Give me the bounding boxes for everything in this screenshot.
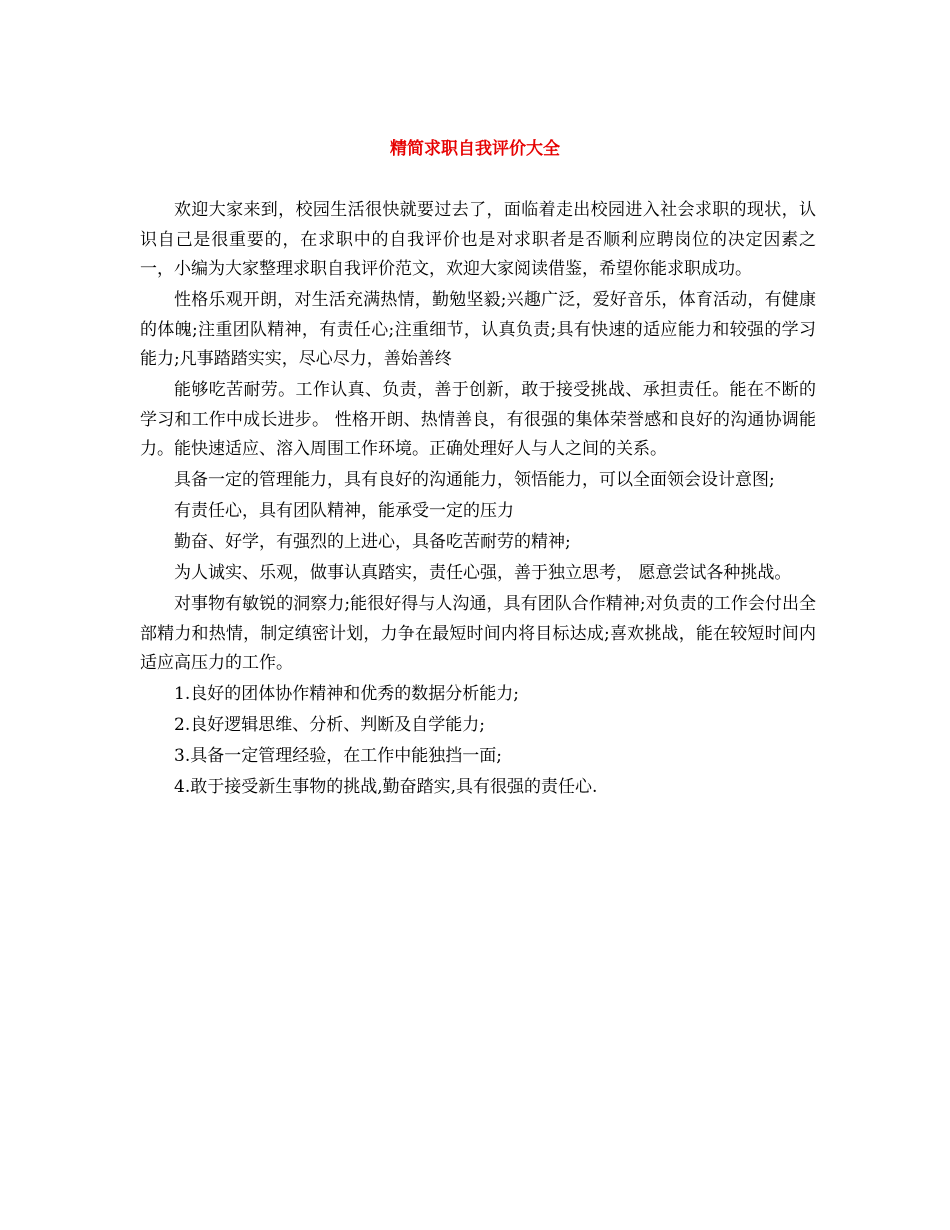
paragraph: 勤奋、好学，有强烈的上进心，具备吃苦耐劳的精神;	[174, 532, 571, 552]
paragraph: 具备一定的管理能力，具有良好的沟通能力，领悟能力，可以全面领会设计意图;	[174, 470, 775, 490]
list-item: 1.良好的团体协作精神和优秀的数据分析能力;	[174, 684, 519, 704]
document-body	[140, 196, 816, 803]
paragraph: 有责任心，具有团队精神，能承受一定的压力	[174, 501, 514, 521]
list-item: 4.敢于接受新生事物的挑战,勤奋踏实,具有很强的责任心.	[174, 777, 598, 797]
document-title: 精简求职自我评价大全	[390, 139, 560, 159]
paragraph-intro: 欢迎大家来到，校园生活很快就要过去了，面临着走出校园进入社会求职的现状，认识自己是很重要的，在求职中的自我评价也是对求职者是否顺利应聘岗位的决定因素之一，小编为大家整理求职自我评价范文，欢迎大家阅读借鉴，希望你能求职成功。	[140, 200, 816, 279]
paragraph: 对事物有敏锐的洞察力;能很好得与人沟通，具有团队合作精神;对负责的工作会付出全部精力和热情，制定缜密计划，力争在最短时间内将目标达成;喜欢挑战，能在较短时间内适应高压力的工作。	[140, 594, 816, 673]
list-item: 3.具备一定管理经验，在工作中能独挡一面;	[174, 746, 502, 766]
paragraph: 性格乐观开朗，对生活充满热情，勤勉坚毅;兴趣广泛，爱好音乐，体育活动，有健康的体魄;注重团队精神，有责任心;注重细节，认真负责;具有快速的适应能力和较强的学习能力;凡事踏踏实实，尽心尽力，善始善终	[140, 290, 816, 369]
paragraph: 为人诚实、乐观，做事认真踏实，责任心强，善于独立思考， 愿意尝试各种挑战。	[174, 563, 792, 583]
paragraph: 能够吃苦耐劳。工作认真、负责，善于创新，敢于接受挑战、承担责任。能在不断的学习和工作中成长进步。 性格开朗、热情善良，有很强的集体荣誉感和良好的沟通协调能力。能快速适应、溶入周围工作环境。正确处理好人与人之间的关系。	[140, 380, 816, 459]
list-item: 2.良好逻辑思维、分析、判断及自学能力;	[174, 715, 485, 735]
